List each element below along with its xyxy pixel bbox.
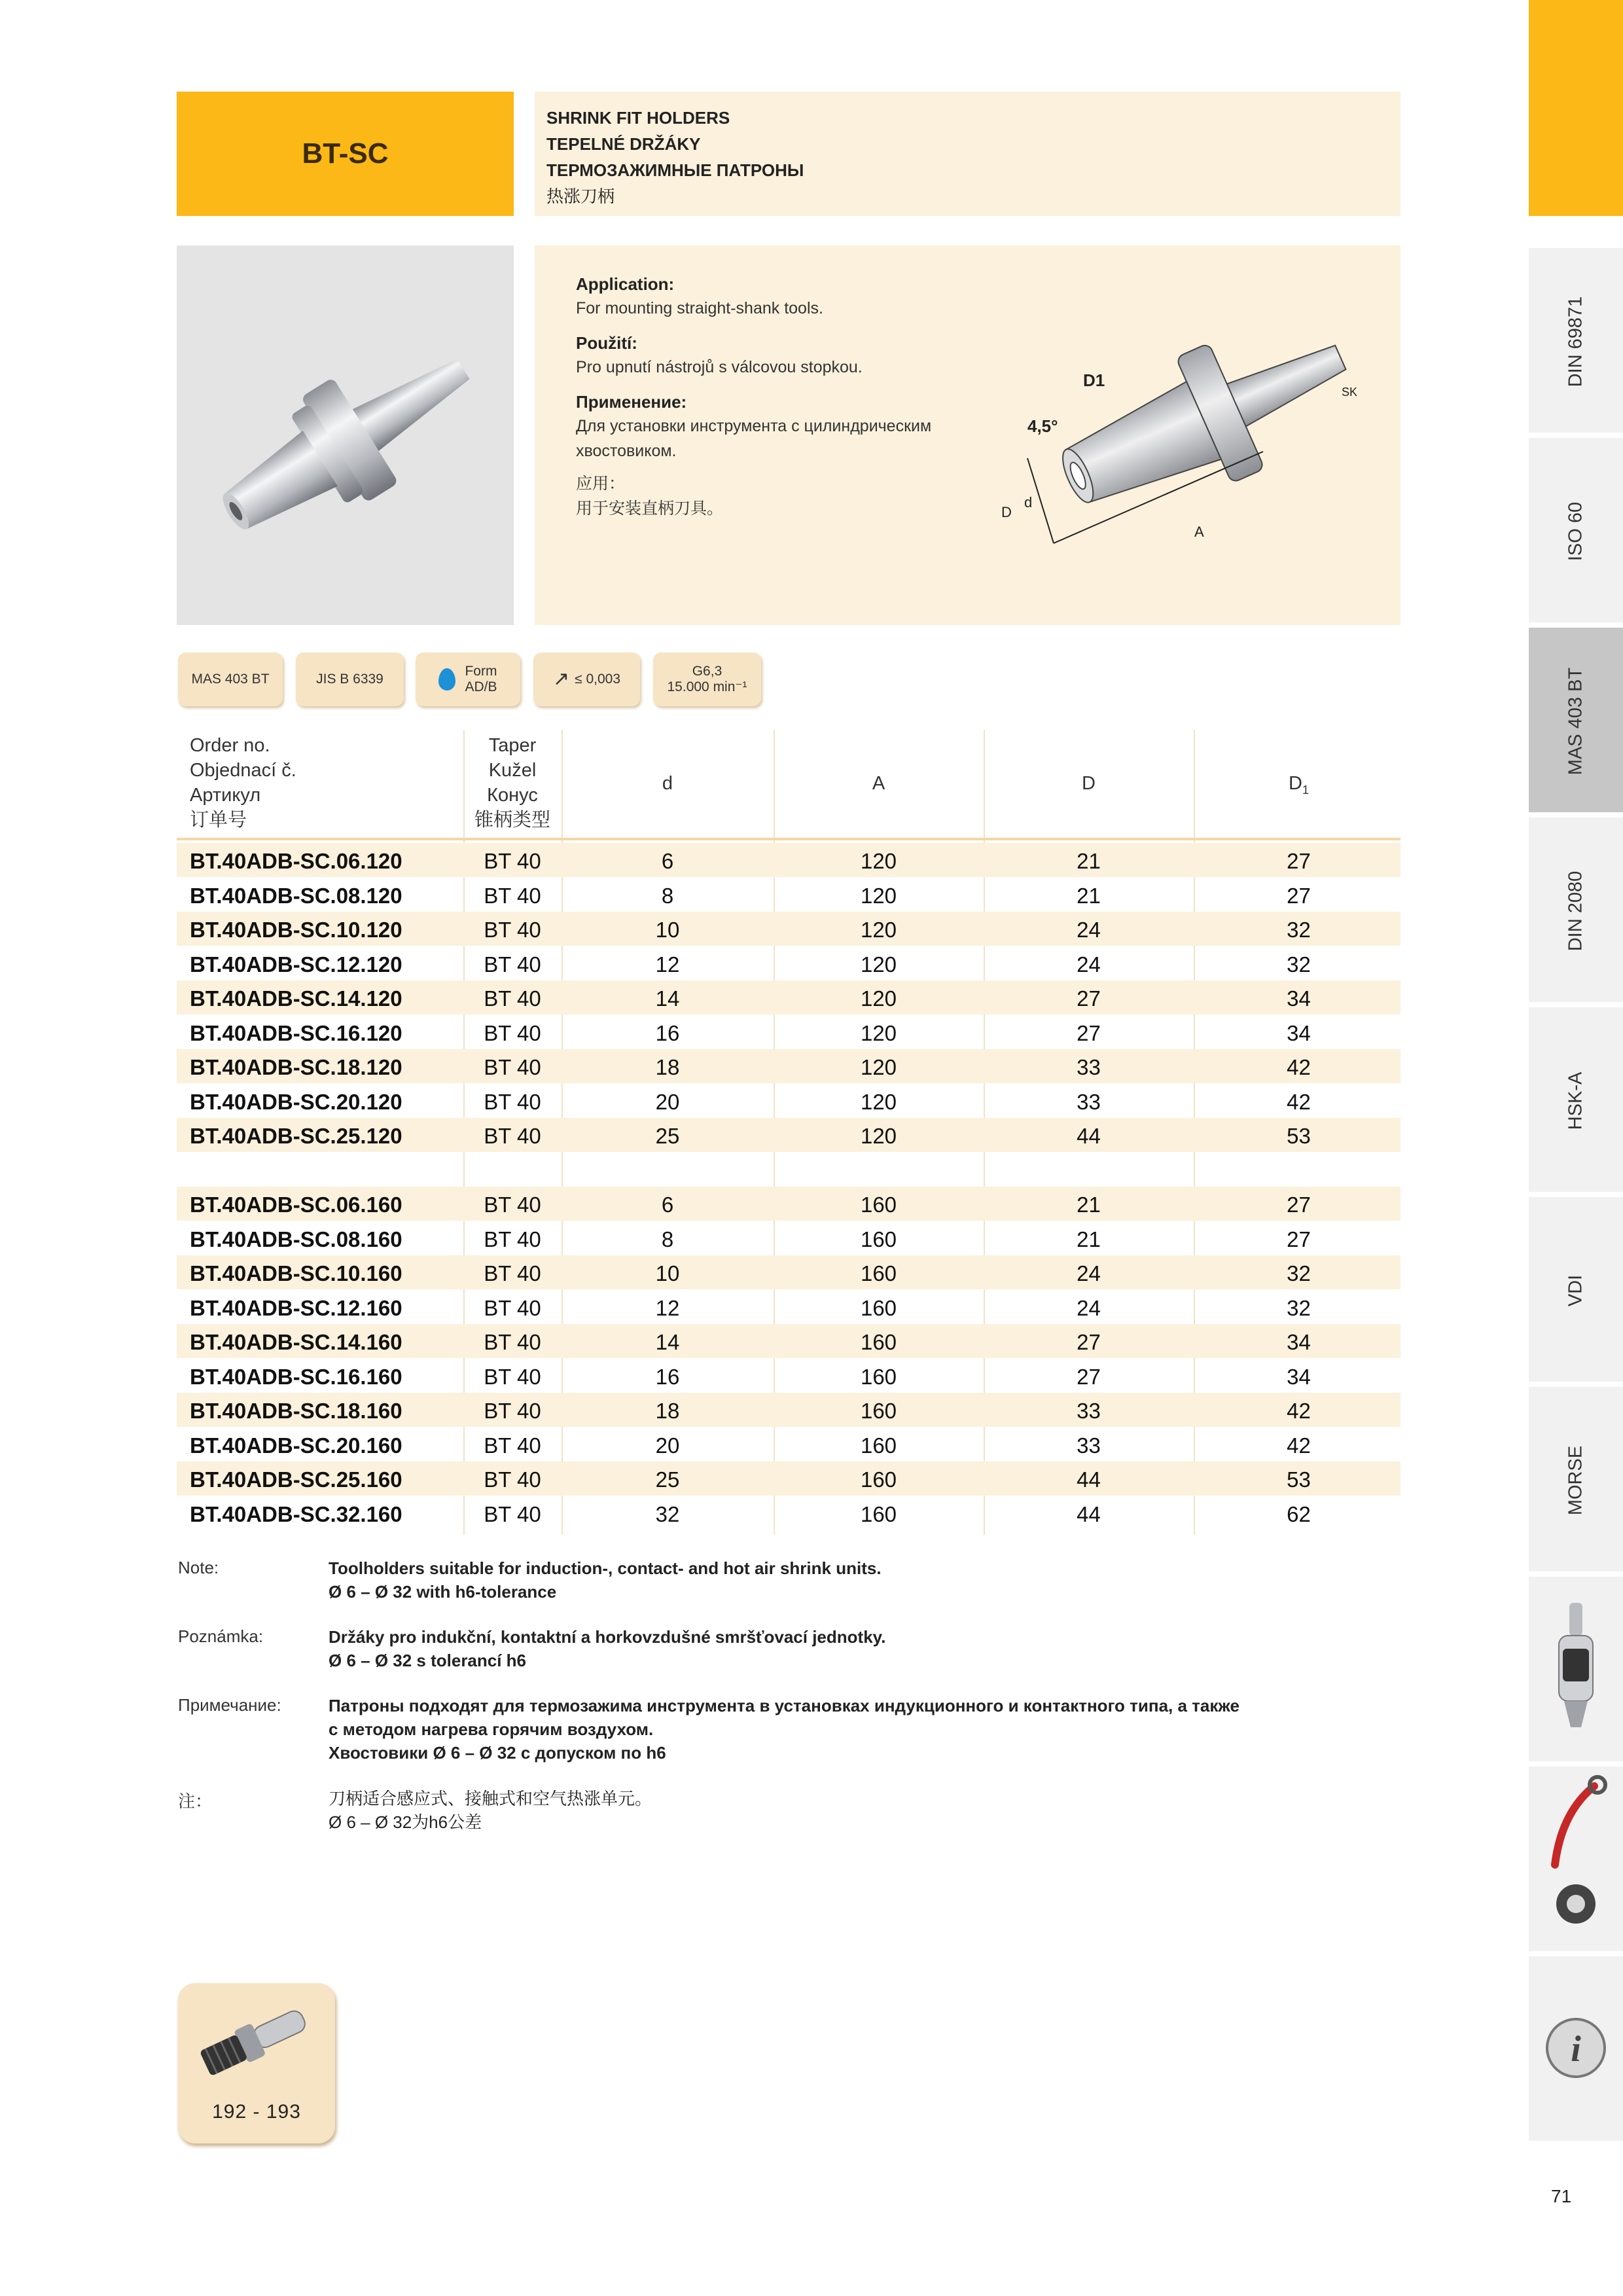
header-underline (177, 838, 1400, 840)
cell-order-no: BT.40ADB-SC.25.120 (190, 1124, 402, 1148)
cell-d: 16 (655, 1020, 680, 1045)
cell-d: 32 (655, 1501, 680, 1526)
table-row (177, 1290, 1400, 1324)
cell-A: 120 (860, 1020, 897, 1045)
cell-D1: 34 (1287, 1364, 1311, 1389)
table-row (177, 1187, 1400, 1221)
application-ru-text-2: хвостовиком. (576, 442, 677, 460)
cell-D1: 27 (1287, 883, 1311, 908)
cell-D1 (1194, 1153, 1404, 1187)
cell-taper: BT 40 (484, 952, 541, 977)
cell-taper: BT 40 (484, 1193, 541, 1217)
title-en: SHRINK FIT HOLDERS (546, 108, 730, 128)
cell-A: 160 (860, 1467, 897, 1492)
cell-taper: BT 40 (484, 1399, 541, 1423)
application-en-heading: Application: (576, 274, 675, 294)
product-titles (535, 92, 1400, 216)
info-icon (1529, 1956, 1623, 2144)
cell-d: 10 (655, 918, 680, 942)
note-cz-label: Poznámka: (178, 1626, 264, 1646)
cell-D: 33 (1077, 1399, 1101, 1423)
cell-D1: 32 (1287, 952, 1311, 977)
cell-A: 160 (860, 1433, 897, 1458)
application-zh-text: 用于安装直柄刀具。 (576, 499, 724, 518)
table-row (177, 1324, 1400, 1358)
table-row (177, 1496, 1400, 1530)
cell-D: 27 (1077, 986, 1101, 1011)
table-row (177, 1462, 1400, 1496)
cell-D: 27 (1077, 1020, 1101, 1045)
table-spacer-row (177, 1153, 1400, 1187)
cell-D: 21 (1077, 1193, 1101, 1217)
badge-mas403bt: MAS 403 BT (178, 653, 283, 706)
table-row (177, 1221, 1400, 1255)
cell-D: 24 (1077, 952, 1101, 977)
cell-order-no: BT.40ADB-SC.08.120 (190, 883, 402, 908)
svg-text:i: i (1571, 2029, 1581, 2070)
table-row (177, 1049, 1400, 1083)
cell-D1: 32 (1287, 1261, 1311, 1285)
tab-drill-chucks[interactable] (1529, 1574, 1623, 1761)
cell-D1: 42 (1287, 1433, 1311, 1458)
header-taper: Taper Kužel Конус 锥柄类型 (474, 735, 550, 831)
cell-order-no: BT.40ADB-SC.20.160 (190, 1433, 402, 1458)
cell-D1: 27 (1287, 1193, 1311, 1217)
cell-order-no: BT.40ADB-SC.12.160 (190, 1295, 402, 1320)
cell-taper (463, 1153, 562, 1187)
cell-A: 120 (860, 1089, 897, 1114)
cell-taper: BT 40 (484, 1433, 541, 1458)
nav-accent-block (1529, 0, 1623, 216)
cell-A: 120 (860, 1055, 897, 1079)
cell-d: 18 (655, 1399, 680, 1423)
badge-balance: G6,3 15.000 min⁻¹ (653, 653, 761, 706)
note-zh: 刀柄适合感应式、接触式和空气热涨单元。 Ø 6 – Ø 32为h6公差 (329, 1789, 652, 1832)
tab-accessories[interactable] (1529, 1764, 1623, 1951)
cell-taper: BT 40 (484, 1364, 541, 1389)
cell-A: 160 (860, 1501, 897, 1526)
cell-d (562, 1153, 774, 1187)
cell-A: 120 (860, 1124, 897, 1148)
sk-label: SK (1342, 386, 1358, 399)
cell-d: 6 (661, 1193, 674, 1217)
cell-d: 20 (655, 1433, 680, 1458)
badge-coolant-form: Form AD/B (416, 653, 520, 706)
technical-drawing (988, 262, 1381, 602)
cell-d: 20 (655, 1089, 680, 1114)
cell-A: 120 (860, 918, 897, 942)
cell-D1: 53 (1287, 1467, 1311, 1492)
cell-A: 160 (860, 1399, 897, 1423)
wrench-and-nut-icon (1529, 1767, 1623, 1954)
cell-D: 24 (1077, 1295, 1101, 1320)
cell-A: 160 (860, 1193, 897, 1217)
cell-order-no: BT.40ADB-SC.06.160 (190, 1193, 402, 1217)
d-label: d (1024, 494, 1033, 511)
cell-D: 44 (1077, 1124, 1101, 1148)
series-code-box (177, 92, 514, 216)
cell-order-no: BT.40ADB-SC.32.160 (190, 1501, 402, 1526)
tab-mas-403-bt[interactable]: MAS 403 BT (1529, 625, 1623, 812)
table-row (177, 1393, 1400, 1427)
tab-morse[interactable]: MORSE (1529, 1384, 1623, 1571)
table-row (177, 980, 1400, 1014)
cell-D: 33 (1077, 1055, 1101, 1079)
cell-D1: 32 (1287, 1295, 1311, 1320)
cell-d: 10 (655, 1261, 680, 1285)
header-D: D (1082, 773, 1096, 794)
note-cz: Držáky pro indukční, kontaktní a horkovzdušné smršťovací jednotky. Ø 6 – Ø 32 s tolerancí h6 (329, 1627, 886, 1670)
cell-D1: 42 (1287, 1055, 1311, 1079)
cell-d: 14 (655, 986, 680, 1011)
cell-taper: BT 40 (484, 1467, 541, 1492)
cell-D (984, 1153, 1194, 1187)
table-row (177, 1359, 1400, 1393)
cell-D: 33 (1077, 1089, 1101, 1114)
cell-D1: 53 (1287, 1124, 1311, 1148)
D-label: D (1001, 504, 1012, 520)
table-row (177, 946, 1400, 980)
header-d: d (662, 773, 673, 794)
cell-D1: 62 (1287, 1501, 1311, 1526)
cell-order-no: BT.40ADB-SC.08.160 (190, 1227, 402, 1251)
cell-D1: 34 (1287, 986, 1311, 1011)
cell-A: 120 (860, 986, 897, 1011)
cell-A: 160 (860, 1261, 897, 1285)
cell-taper: BT 40 (484, 849, 541, 873)
application-zh-heading: 应用： (576, 475, 626, 493)
cell-A: 120 (860, 883, 897, 908)
cell-D: 21 (1077, 1227, 1101, 1251)
cell-order-no: BT.40ADB-SC.06.120 (190, 849, 402, 873)
cell-taper: BT 40 (484, 1124, 541, 1148)
title-cz: TEPELNÉ DRŽÁKY (546, 134, 701, 154)
cell-A: 160 (860, 1330, 897, 1354)
application-cz-text: Pro upnutí nástrojů s válcovou stopkou. (576, 358, 863, 376)
cell-order-no: BT.40ADB-SC.16.160 (190, 1364, 402, 1389)
cell-order-no: BT.40ADB-SC.20.120 (190, 1089, 402, 1114)
cell-d: 16 (655, 1364, 680, 1389)
cell-D1: 27 (1287, 1227, 1311, 1251)
runout-arrow-icon: ↗ (552, 668, 570, 690)
table-row (177, 843, 1400, 877)
table-row (177, 1084, 1400, 1118)
cell-D: 21 (1077, 883, 1101, 908)
cell-D: 33 (1077, 1433, 1101, 1458)
table-row (177, 1255, 1400, 1289)
header-A: A (872, 773, 885, 794)
cell-D1: 34 (1287, 1020, 1311, 1045)
cell-d: 8 (661, 883, 674, 908)
cell-taper: BT 40 (484, 1261, 541, 1285)
cell-taper: BT 40 (484, 918, 541, 942)
tab-info[interactable] (1529, 1954, 1623, 2141)
cell-taper: BT 40 (484, 1330, 541, 1354)
cell-A (774, 1153, 984, 1187)
cell-D1: 34 (1287, 1330, 1311, 1354)
cell-order-no: BT.40ADB-SC.18.120 (190, 1055, 402, 1079)
cell-A: 160 (860, 1295, 897, 1320)
d1-label: D1 (1083, 370, 1105, 390)
tab-hsk-a[interactable]: HSK-A (1529, 1005, 1623, 1192)
cell-order-no: BT.40ADB-SC.12.120 (190, 952, 402, 977)
cell-A: 120 (860, 952, 897, 977)
product-photo (177, 245, 514, 625)
note-en-label: Note: (178, 1558, 219, 1577)
cell-D1: 32 (1287, 918, 1311, 942)
coolant-drop-icon (438, 668, 455, 691)
note-ru-label: Примечание: (178, 1695, 281, 1715)
cell-order-no: BT.40ADB-SC.14.160 (190, 1330, 402, 1354)
cell-order-no: BT.40ADB-SC.25.160 (190, 1467, 402, 1492)
note-ru: Патроны подходят для термозажима инструмента в установках индукционного и контактного типа, а также с методом нагрева горячим воздухом. Хвостовики Ø 6 – Ø 32 с допуском по h6 (329, 1696, 1240, 1763)
cell-order-no: BT.40ADB-SC.18.160 (190, 1399, 402, 1423)
cell-D: 27 (1077, 1330, 1101, 1354)
retention-page-ref[interactable]: 192 - 193 (212, 2101, 301, 2123)
badge-runout: ↗ ≤ 0,003 (533, 653, 640, 706)
cell-D: 21 (1077, 849, 1101, 873)
A-label: A (1194, 524, 1204, 540)
cell-d: 12 (655, 952, 680, 977)
tab-vdi[interactable]: VDI (1529, 1194, 1623, 1382)
cell-taper: BT 40 (484, 986, 541, 1011)
badge-jis: JIS B 6339 (296, 653, 404, 706)
cell-d: 18 (655, 1055, 680, 1079)
title-zh: 热涨刀柄 (546, 187, 615, 206)
angle-label: 4,5° (1027, 416, 1058, 436)
title-ru: ТЕРМОЗАЖИМНЫЕ ПАТРОНЫ (546, 160, 804, 180)
header-order: Order no. Objednací č. Артикул 订单号 (190, 735, 296, 831)
note-en: Toolholders suitable for induction-, contact- and hot air shrink units. Ø 6 – Ø 32 with h6-tolerance (329, 1558, 882, 1602)
cell-A: 160 (860, 1364, 897, 1389)
cell-D: 24 (1077, 918, 1101, 942)
page-number: 71 (1551, 2186, 1572, 2206)
cell-d: 12 (655, 1295, 680, 1320)
cell-d: 8 (661, 1227, 674, 1251)
cell-d: 25 (655, 1467, 680, 1492)
table-row (177, 1118, 1400, 1152)
cell-D: 24 (1077, 1261, 1101, 1285)
cell-d: 14 (655, 1330, 680, 1354)
note-zh-label: 注： (178, 1791, 213, 1811)
cell-taper: BT 40 (484, 1055, 541, 1079)
table-row (177, 1427, 1400, 1462)
cell-order-no: BT.40ADB-SC.10.120 (190, 918, 402, 942)
cell-d: 6 (661, 849, 674, 873)
application-en-text: For mounting straight-shank tools. (576, 299, 823, 317)
cell-A: 160 (860, 1227, 897, 1251)
table-row (177, 878, 1400, 912)
cell-order-no: BT.40ADB-SC.10.160 (190, 1261, 402, 1285)
cell-D1: 27 (1287, 849, 1311, 873)
cell-taper: BT 40 (484, 1020, 541, 1045)
series-code: BT-SC (302, 137, 389, 170)
header-D1: $D_1$ (1289, 773, 1309, 797)
cell-D: 44 (1077, 1501, 1101, 1526)
cell-order-no: BT.40ADB-SC.16.120 (190, 1020, 402, 1045)
tab-din-2080[interactable]: DIN 2080 (1529, 815, 1623, 1002)
table-row (177, 1015, 1400, 1049)
tab-iso-60[interactable]: ISO 60 (1529, 435, 1623, 622)
cell-D1: 42 (1287, 1399, 1311, 1423)
cell-D: 44 (1077, 1467, 1101, 1492)
application-ru-heading: Применение: (576, 392, 687, 412)
cell-taper: BT 40 (484, 1501, 541, 1526)
application-text (576, 262, 982, 521)
cell-D: 27 (1077, 1364, 1101, 1389)
cell-d: 25 (655, 1124, 680, 1148)
cell-taper: BT 40 (484, 1089, 541, 1114)
retention-knob-icon (178, 1983, 335, 2101)
cell-taper: BT 40 (484, 1295, 541, 1320)
application-cz-heading: Použití: (576, 333, 637, 353)
tab-din-69871[interactable]: DIN 69871 (1529, 245, 1623, 433)
cell-taper: BT 40 (484, 1227, 541, 1251)
cell-A: 120 (860, 849, 897, 873)
table-row (177, 912, 1400, 946)
application-ru-text-1: Для установки инструмента с цилиндрическим (576, 417, 932, 435)
cell-taper: BT 40 (484, 883, 541, 908)
cell-D1: 42 (1287, 1089, 1311, 1114)
cell-order-no: BT.40ADB-SC.14.120 (190, 986, 402, 1011)
drill-chuck-icon (1529, 1577, 1623, 1764)
